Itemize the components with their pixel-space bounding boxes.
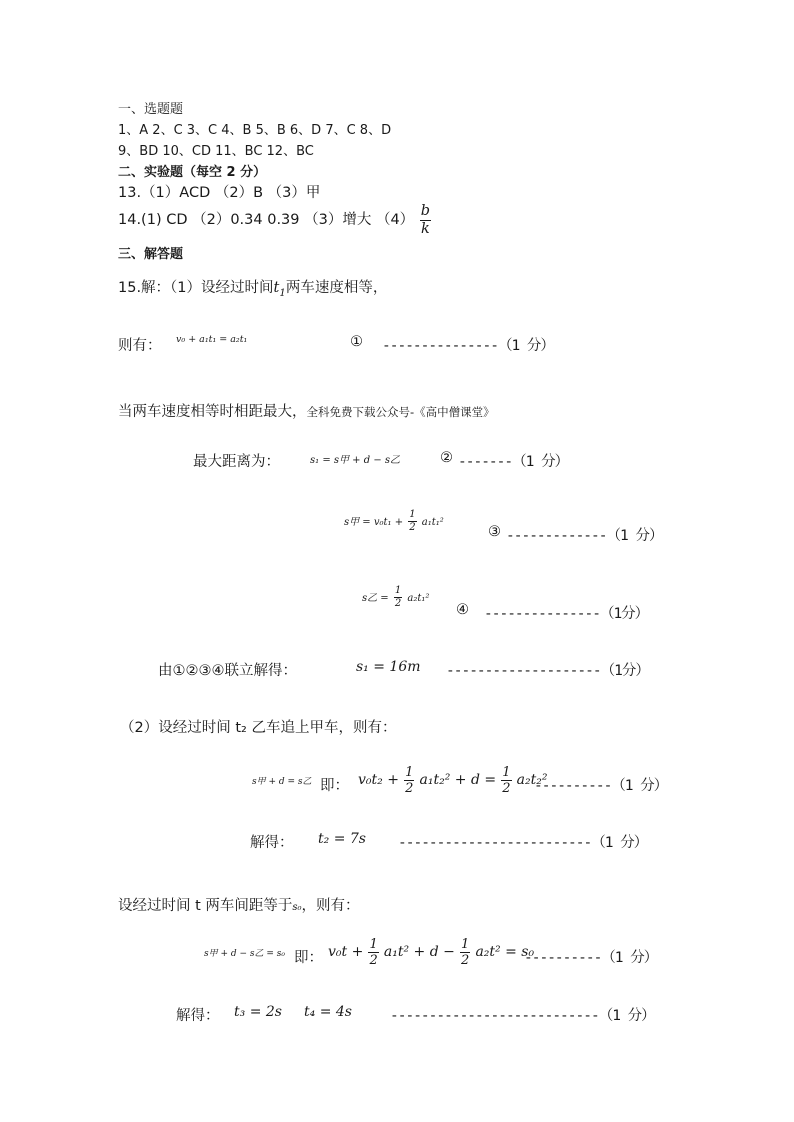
half-numerator: 1 xyxy=(409,509,416,520)
equation-1: v₀ + a₁t₁ = a₂t₁ xyxy=(176,334,248,345)
answer-q14-fraction xyxy=(420,204,431,236)
section-title-experiment: 二、实验题（每空 2 分） xyxy=(118,165,267,180)
s0-symbol: s₀ xyxy=(292,902,302,913)
score-line-4: ---------------（1分） xyxy=(484,606,649,622)
equation-3 xyxy=(344,510,444,533)
half-numerator: 1 xyxy=(369,937,378,952)
part2-intro: （2）设经过时间 t₂ 乙车追上甲车，则有： xyxy=(120,720,397,736)
equation-6-ji: 即： xyxy=(320,778,349,794)
half-denominator: 2 xyxy=(405,781,414,796)
eq8-part-c: a₂t² = s₀ xyxy=(475,944,535,960)
score-line-1: ---------------（1 分） xyxy=(382,338,554,354)
equation-4 xyxy=(362,586,429,609)
eq4-lhs: s乙 = xyxy=(362,593,389,604)
answer-q13: 13.（1）ACD （2）B （3）甲 xyxy=(118,185,321,201)
combine-label: 由①②③④联立解得： xyxy=(158,663,297,679)
solve2-result-2: t₄ = 4s xyxy=(304,1004,352,1020)
equation-2: s₁ = s甲 + d − s乙 xyxy=(310,455,401,466)
eq-mark-3: ③ xyxy=(488,524,501,540)
eq6-part-b: a₁t₂² + d = xyxy=(419,772,497,788)
score-line-8: ----------（1 分） xyxy=(524,950,658,966)
half-numerator: 1 xyxy=(461,937,470,952)
equation-6-short: s甲 + d = s乙 xyxy=(252,777,312,787)
eq6-half-2 xyxy=(501,766,511,795)
t1-symbol xyxy=(273,280,286,299)
eq6-part-a: v₀t₂ + xyxy=(358,772,399,788)
max-distance-text: 当两车速度相等时相距最大， xyxy=(118,404,307,420)
eq4-rhs: a₂t₁² xyxy=(407,593,430,604)
solve-result: t₂ = 7s xyxy=(318,831,366,847)
eq3-lhs: s甲 = v₀t₁ + xyxy=(344,517,404,528)
solve2-label: 解得： xyxy=(176,1008,220,1024)
max-distance-note xyxy=(118,400,495,421)
half-denominator: 2 xyxy=(461,953,470,968)
answer-q14-text: 14.(1) CD （2）0.34 0.39 （3）增大 （4） xyxy=(118,212,415,228)
solve-label: 解得： xyxy=(250,835,294,851)
score-line-6: ----------（1 分） xyxy=(534,778,668,794)
answer-q14 xyxy=(118,204,432,236)
q15-intro xyxy=(118,276,387,299)
equation-8-short: s甲 + d − s乙 = s₀ xyxy=(204,949,286,959)
score-line-9: ---------------------------（1 分） xyxy=(390,1008,655,1024)
score-line-7: -------------------------（1 分） xyxy=(398,835,648,851)
equation-8-ji: 即： xyxy=(294,950,323,966)
eq-mark-2: ② xyxy=(440,450,453,466)
score-line-3: -------------（1 分） xyxy=(506,528,663,544)
equation-6 xyxy=(358,766,547,795)
max-distance-label: 最大距离为： xyxy=(193,454,280,470)
score-line-2: -------（1 分） xyxy=(458,454,569,470)
choice-answers-row-2: 9、BD 10、CD 11、BC 12、BC xyxy=(118,144,314,159)
part3-intro-text-end: ，则有： xyxy=(301,898,360,914)
eq-mark-1: ① xyxy=(350,334,363,350)
q15-intro-text-end: 两车速度相等， xyxy=(285,280,388,296)
eq8-half-2 xyxy=(460,938,470,967)
t-letter: t xyxy=(273,280,280,296)
part3-intro xyxy=(118,894,360,915)
equation-8 xyxy=(328,938,534,967)
section-title-choice: 一、选题题 xyxy=(118,102,184,117)
part3-intro-text: 设经过时间 t 两车间距等于 xyxy=(118,898,293,914)
t-subscript: 1 xyxy=(279,287,286,299)
eq3-half xyxy=(408,510,416,533)
score-line-5: --------------------（1分） xyxy=(446,663,649,679)
half-denominator: 2 xyxy=(369,953,378,968)
eq8-part-a: v₀t + xyxy=(328,944,364,960)
choice-answers-row-1: 1、A 2、C 3、C 4、B 5、B 6、D 7、C 8、D xyxy=(118,123,392,138)
eq8-half-1 xyxy=(368,938,378,967)
half-numerator: 1 xyxy=(394,585,402,596)
then-label: 则有： xyxy=(118,338,162,354)
fraction-denominator: k xyxy=(421,220,430,237)
half-numerator: 1 xyxy=(502,765,511,780)
half-denominator: 2 xyxy=(394,598,402,609)
eq6-half-1 xyxy=(404,766,414,795)
section-title-solutions: 三、解答题 xyxy=(118,247,184,262)
eq3-rhs: a₁t₁² xyxy=(421,517,444,528)
solve2-result-1: t₃ = 2s xyxy=(234,1004,282,1020)
eq8-part-b: a₁t² + d − xyxy=(383,944,455,960)
half-denominator: 2 xyxy=(502,781,511,796)
half-numerator: 1 xyxy=(405,765,414,780)
eq6-part-c: a₂t₂² xyxy=(516,772,548,788)
fraction-numerator: b xyxy=(420,203,431,219)
eq4-half xyxy=(394,586,402,609)
q15-intro-text: 15.解：（1）设经过时间 xyxy=(118,280,274,296)
eq-mark-4: ④ xyxy=(456,602,469,618)
half-denominator: 2 xyxy=(409,522,416,533)
watermark-text: 全科免费下载公众号-《高中僧课堂》 xyxy=(306,405,495,419)
combine-result: s₁ = 16m xyxy=(356,659,421,675)
